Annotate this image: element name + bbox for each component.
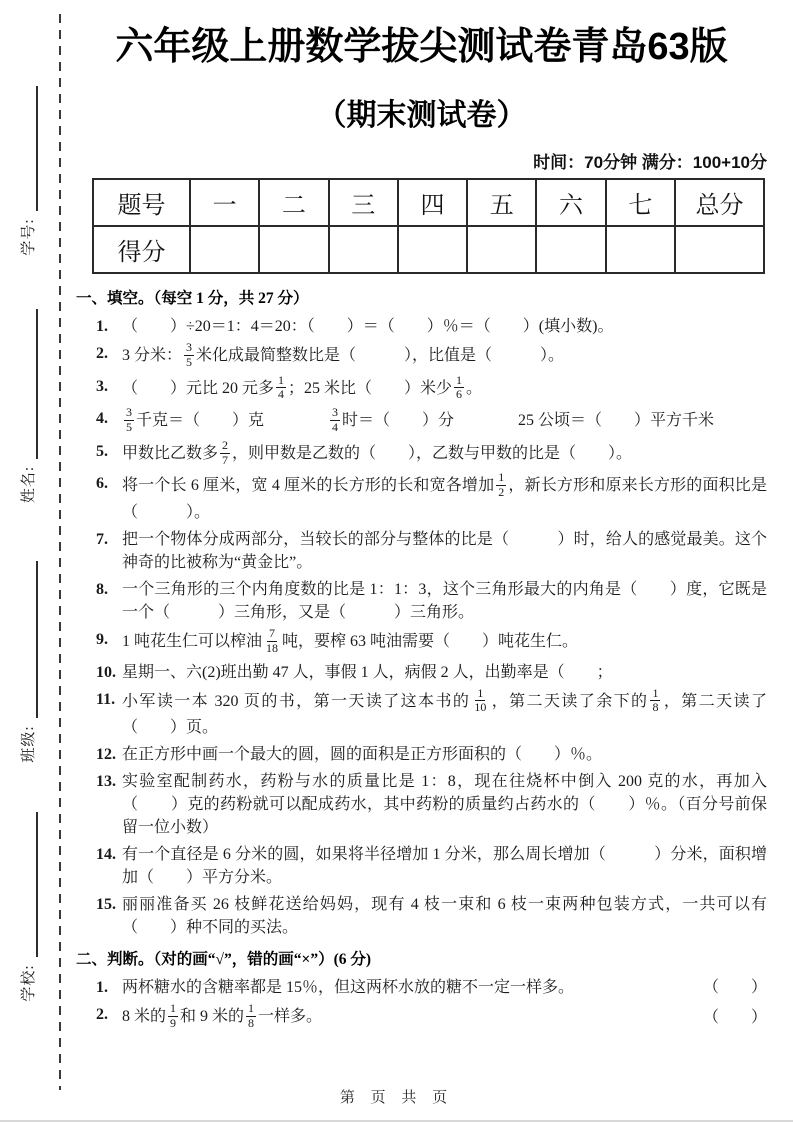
question-text: （ ）÷20＝1：4＝20：（ ）＝（ ）％＝（ ）(填小数)。 <box>122 318 614 335</box>
blank-write-line <box>22 561 38 718</box>
question-number: 10. <box>96 663 116 681</box>
question-2-1 <box>76 976 767 999</box>
blank-write-line <box>22 86 38 211</box>
fraction: $\frac{1}{4}$ <box>278 372 285 402</box>
section-1-heading: 一、填空。（每空 1 分，共 27 分） <box>76 290 309 307</box>
question-1-8 <box>76 578 767 624</box>
fraction: $\frac{1}{2}$ <box>498 470 505 500</box>
score-entry-cell <box>467 226 536 273</box>
question-1-12 <box>76 743 767 766</box>
answer-brackets: （ ） <box>702 979 767 997</box>
question-col-header: 四 <box>398 179 467 226</box>
question-text: 在正方形中画一个最大的圆，圆的面积是正方形面积的（ ）％。 <box>122 746 603 764</box>
question-sections <box>76 286 767 1032</box>
question-col-header: 五 <box>467 179 536 226</box>
question-text: 1 吨花生仁可以榨油 $\frac{7}{18}$ 吨，要榨 63 吨油需要（ ）吨花生仁。 <box>122 625 579 655</box>
question-number: 2. <box>96 1006 108 1024</box>
question-text: 星期一、六(2)班出勤 47 人，事假 1 人，病假 2 人，出勤率是（ ； <box>122 663 613 681</box>
question-text: 一个三角形的三个内角度数的比是 1：1：3，这个三角形最大的内角是（ ）度，它既是一个（ ）三角形，又是（ ）三角形。 <box>122 580 767 621</box>
question-number-row <box>93 179 764 226</box>
score-entry-cell <box>190 226 259 273</box>
fraction: $\frac{1}{6}$ <box>456 372 463 402</box>
question-text: 实验室配制药水，药粉与水的质量比是 1：8，现在往烧杯中倒入 200 克的水，再加入（ ）克的药粉就可以配成药水，其中药粉的质量约占药水的（ ）％。（百分号前保留一位小数） <box>122 773 767 837</box>
question-1-6 <box>76 472 767 524</box>
question-1-13 <box>76 770 767 839</box>
score-table <box>92 178 765 274</box>
section-2-heading: 二、判断。（对的画“√”，错的画“×”）(6 分) <box>76 951 372 969</box>
question-text: 将一个长 6 厘米，宽 4 厘米的长方形的长和宽各增加 $\frac{1}{2}$ ，新长方形和原来长方形的面积比是（ ）。 <box>122 470 767 521</box>
fraction: $\frac{3}{4}$ <box>332 405 339 434</box>
sidebar-field-label: 学号: <box>21 218 37 256</box>
question-text: 甲数比乙数多 $\frac{2}{7}$ ，则甲数是乙数的（ ），乙数与甲数的比是（ ）。 <box>122 437 633 467</box>
question-1-9 <box>76 625 767 657</box>
page-title: 六年级上册数学拔尖测试卷青岛63版 <box>115 26 728 68</box>
question-col-header: 二 <box>259 179 328 226</box>
question-1-10 <box>76 661 767 684</box>
fraction: $\frac{3}{5}$ <box>186 340 193 369</box>
row-label-cell: 题号 <box>93 179 190 226</box>
sidebar-field-2 <box>16 296 38 516</box>
sidebar-field-4 <box>16 797 38 1017</box>
page-footer: 第 页 共 页 <box>339 1090 454 1106</box>
score-row <box>93 226 764 273</box>
blank-write-line <box>22 309 38 459</box>
question-number: 4. <box>96 410 108 428</box>
question-text: 有一个直径是 6 分米的圆，如果将半径增加 1 分米，那么周长增加（ ）分米，面积增加（ ）平方分米。 <box>122 846 767 887</box>
question-col-header: 三 <box>329 179 398 226</box>
fraction: $\frac{1}{9}$ <box>170 1001 177 1030</box>
question-text: 两杯糖水的含糖率都是 15％，但这两杯水放的糖不一定一样多。 <box>122 979 575 997</box>
question-text: 3 分米： $\frac{3}{5}$ 米化成最简整数比是（ ），比值是（ ）。 <box>122 340 565 369</box>
fraction: $\frac{2}{7}$ <box>222 437 229 467</box>
question-col-header: 七 <box>606 179 675 226</box>
question-number: 8. <box>96 580 108 598</box>
score-entry-cell <box>259 226 328 273</box>
question-number: 1. <box>96 979 108 997</box>
fraction: $\frac{1}{10}$ <box>474 685 487 715</box>
question-text: （ ）元比 20 元多 $\frac{1}{4}$ ；25 米比（ ）米少 $\frac{1}{6}$ 。 <box>122 372 483 402</box>
sidebar-field-1 <box>16 61 38 281</box>
question-text: $\frac{3}{5}$ 千克＝（ ）克 $\frac{3}{4}$ 时＝（ ）分 25 公顷＝（ ）平方千米 <box>126 405 715 434</box>
question-1-2 <box>76 342 767 371</box>
sidebar-field-label: 姓名: <box>21 465 37 504</box>
sidebar-field-label: 学校: <box>21 964 37 1002</box>
score-entry-cell <box>606 226 675 273</box>
question-number: 15. <box>96 896 116 914</box>
question-number: 13. <box>96 773 116 791</box>
question-1-1 <box>76 315 767 338</box>
question-col-header: 总分 <box>675 179 764 226</box>
question-1-7 <box>76 528 767 574</box>
question-number: 11. <box>96 690 116 708</box>
question-number: 7. <box>96 530 108 548</box>
fraction: $\frac{1}{8}$ <box>652 685 659 715</box>
question-number: 12. <box>96 746 116 764</box>
question-number: 1. <box>96 318 108 335</box>
score-entry-cell <box>536 226 605 273</box>
question-1-11 <box>76 685 767 740</box>
question-text: 小军读一本 320 页的书，第一天读了这本书的 $\frac{1}{10}$ ，第二天读了余下的 $\frac{1}{8}$ ，第二天读了（ ）页。 <box>122 685 767 737</box>
question-1-14 <box>76 843 767 889</box>
score-entry-cell <box>329 226 398 273</box>
question-number: 2. <box>96 345 108 362</box>
question-1-3 <box>76 372 767 404</box>
sidebar-field-3 <box>16 552 38 772</box>
blank-write-line <box>22 812 38 957</box>
row-label-cell: 得分 <box>93 226 190 273</box>
question-col-header: 六 <box>536 179 605 226</box>
question-text: 8 米的 $\frac{1}{9}$ 和 9 米的 $\frac{1}{8}$ 一样多。 <box>122 1001 323 1030</box>
question-1-15 <box>76 893 767 939</box>
fold-dashed-line <box>59 14 61 1090</box>
question-col-header: 一 <box>190 179 259 226</box>
question-number: 6. <box>96 475 108 493</box>
sidebar-field-label: 班级: <box>21 725 37 763</box>
question-1-5 <box>76 437 767 469</box>
score-entry-cell <box>675 226 764 273</box>
answer-brackets: （ ） <box>702 1008 767 1026</box>
page-subtitle: （期末测试卷） <box>316 99 527 132</box>
question-number: 3. <box>96 377 108 395</box>
fraction: $\frac{3}{5}$ <box>126 405 132 434</box>
fraction: $\frac{1}{8}$ <box>248 1001 255 1030</box>
question-number: 9. <box>96 630 108 648</box>
score-entry-cell <box>398 226 467 273</box>
question-number: 5. <box>96 442 108 460</box>
question-number: 14. <box>96 846 116 864</box>
exam-time-score-meta: 时间：70分钟 满分：100+10分 <box>533 153 767 172</box>
question-2-2 <box>76 1003 767 1032</box>
question-1-4 <box>76 407 767 436</box>
fraction: $\frac{7}{18}$ <box>266 625 279 655</box>
question-text: 把一个物体分成两部分，当较长的部分与整体的比是（ ）时，给人的感觉最美。这个神奇的比被称为“黄金比”。 <box>122 530 767 571</box>
question-text: 丽丽准备买 26 枝鲜花送给妈妈，现有 4 枝一束和 6 枝一束两种包装方式，一共可以有（ ）种不同的买法。 <box>122 896 767 937</box>
